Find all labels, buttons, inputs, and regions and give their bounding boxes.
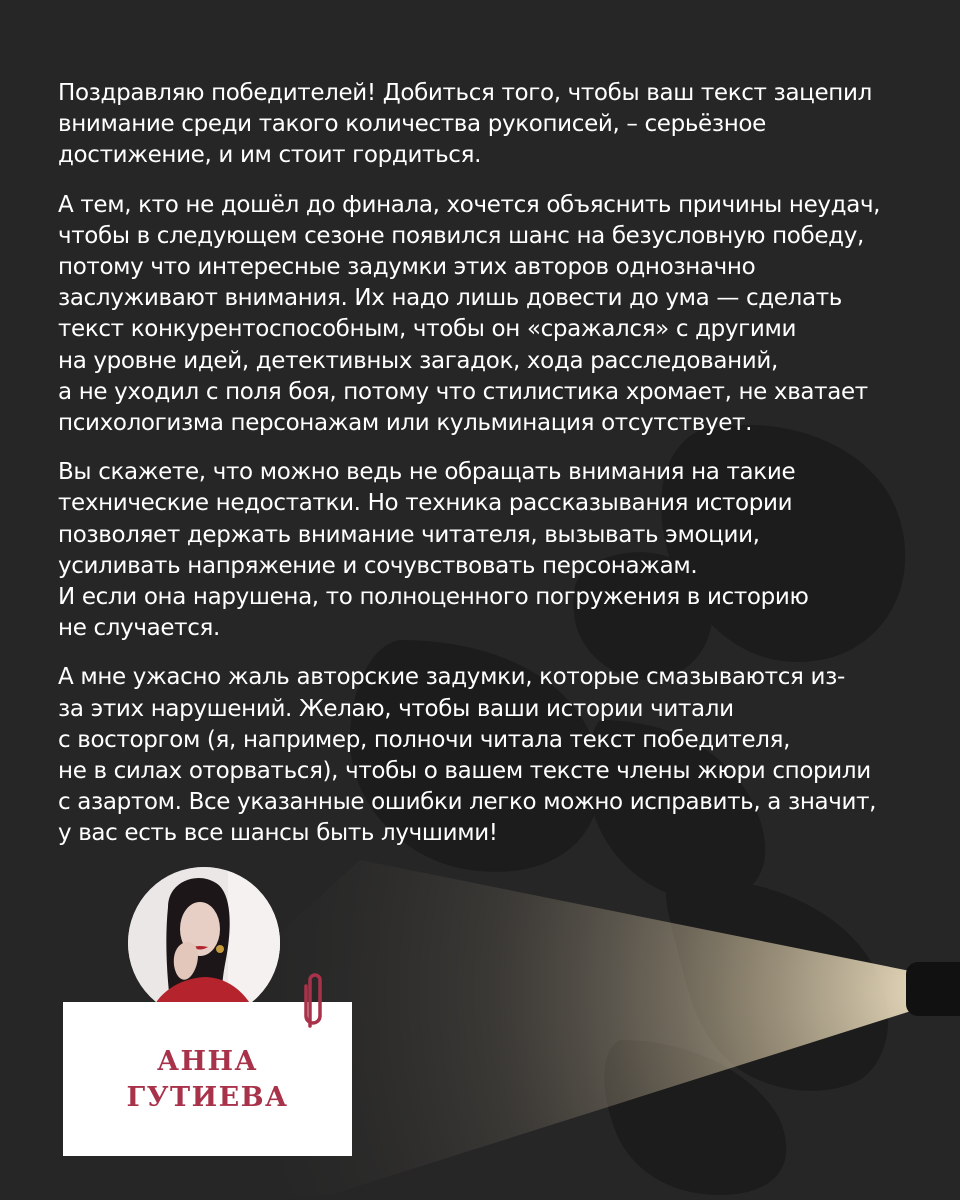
paragraph-2: А тем, кто не дошёл до финала, хочется объяснить причины неудач, чтобы в следующем сезоне появился шанс на безусловную победу, потому что интересные задумки этих авторов однозначно заслуживают внимания. Их надо лишь довести до ума — сделать текст конкурентоспособным, чтобы он «сражался» с другими на уровне идей, детективных загадок, хода расследований, а не уходил с поля боя, потому что стилистика хромает, не хватает психологизма персонажам или кульминация отсутствует. [58, 191, 881, 437]
author-name: АННА ГУТИЕВА [126, 1046, 289, 1113]
author-avatar [128, 867, 280, 1019]
paragraph-4: А мне ужасно жаль авторские задумки, которые смазываются из- за этих нарушений. Желаю, чтобы ваши истории читали с восторгом (я, например, полночи читала текст победителя, не в силах оторваться), чтобы о вашем тексте члены жюри спорили с азартом. Все указанные ошибки легко можно исправить, а значит, у вас есть все шансы быть лучшими! [58, 664, 877, 847]
paragraph-1: Поздравляю победителей! Добиться того, чтобы ваш текст зацепил внимание среди такого количества рукописей, – серьёзное достижение, и им стоит гордиться. [58, 80, 872, 169]
paragraph-3: Вы скажете, что можно ведь не обращать внимания на такие технические недостатки. Но техника рассказывания истории позволяет держать внимание читателя, вызывать эмоции, усиливать напряжение и сочувствовать персонажам. И если она нарушена, то полноценного погружения в историю не случается. [58, 459, 809, 642]
flashlight-shape [906, 962, 960, 1016]
article-text [58, 78, 930, 868]
paperclip-icon [300, 970, 330, 1030]
light-beam [250, 860, 930, 1195]
